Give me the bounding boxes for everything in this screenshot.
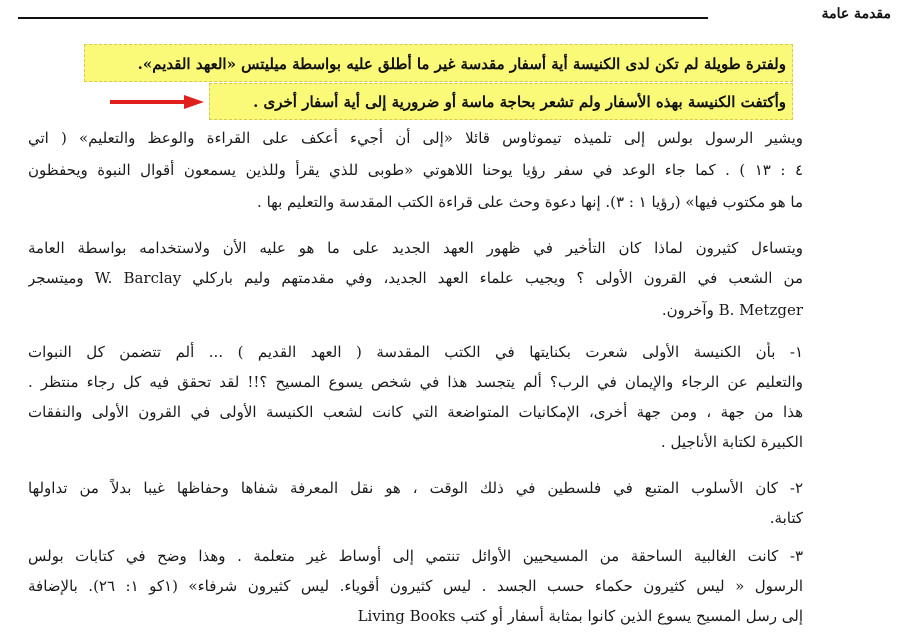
paragraph-5-line-2: الرسول « ليس كثيرون حكماء حسب الجسد . ليس كثيرون أقوياء. ليس كثيرون شرفاء» (١كو ١: ٢٦). بالإضافة bbox=[28, 577, 803, 595]
header-rule bbox=[18, 17, 708, 19]
highlighted-line-1: ولفترة طويلة لم تكن لدى الكنيسة أية أسفار مقدسة غير ما أطلق عليه بواسطة ميليتس «العهد القديم». bbox=[84, 44, 793, 82]
paragraph-2-line-1: ويتساءل كثيرون لماذا كان التأخير في ظهور العهد الجديد على ما هو عليه الأن ولاستخدامه بواسطة العامة bbox=[28, 239, 803, 257]
paragraph-4-line-1: ٢- كان الأسلوب المتبع في فلسطين في ذلك الوقت ، هو نقل المعرفة شفاها وحفاظها غيبا بدلاً من تداولها bbox=[28, 479, 803, 497]
paragraph-3-line-3: هذا من جهة ، ومن جهة أخرى، الإمكانيات المتواضعة التي كانت لشعب الكنيسة الأولى في القرون الأولى والنفقات bbox=[28, 403, 803, 421]
paragraph-2-line-2: من الشعب في القرون الأولى ؟ ويجيب علماء العهد الجديد، وفي مقدمتهم وليم باركلي W. Barclay وميتسجر bbox=[28, 269, 803, 287]
paragraph-5-line-3: إلى رسل المسيح يسوع الذين كانوا بمثابة أسفار أو كتب Living Books bbox=[357, 607, 803, 625]
paragraph-1-line-1: ويشير الرسول بولس إلى تلميذه تيموثاوس قائلا «إلى أن أجيء أعكف على القراءة والوعظ والتعليم» ( اتي bbox=[28, 129, 803, 147]
paragraph-3-line-4: الكبيرة لكتابة الأناجيل . bbox=[660, 433, 803, 451]
paragraph-2-line-3: B. Metzger وآخرون. bbox=[661, 301, 803, 319]
section-title: مقدمة عامة bbox=[821, 6, 891, 22]
red-arrow-icon bbox=[110, 94, 204, 110]
paragraph-1-line-3: ما هو مكتوب فيها» (رؤيا ١ : ٣). إنها دعوة وحث على قراءة الكتب المقدسة والتعليم بها . bbox=[257, 193, 803, 211]
paragraph-1-line-2: ٤ : ١٣ ) . كما جاء الوعد في سفر رؤيا يوحنا اللاهوتي «طوبى للذي يقرأ وللذين يسمعون أقوال النبوة ويحفظون bbox=[28, 161, 803, 179]
paragraph-4-line-2: كتابة. bbox=[769, 509, 803, 527]
paragraph-3-line-1: ١- بأن الكنيسة الأولى شعرت بكنايتها في الكتب المقدسة ( العهد القديم ) ... ألم تتضمن كل النبوات bbox=[28, 343, 803, 361]
paragraph-3-line-2: والتعليم عن الرجاء والإيمان في الرب؟ ألم يتجسد هذا في شخص يسوع المسيح ؟!! لقد تحقق فيه كل رجاء منتظر . bbox=[28, 373, 803, 391]
highlighted-line-2: وأكتفت الكنيسة بهذه الأسفار ولم تشعر بحاجة ماسة أو ضرورية إلى أية أسفار أخرى . bbox=[209, 83, 793, 120]
paragraph-5-line-1: ٣- كانت الغالبية الساحقة من المسيحيين الأوائل تنتمي إلى أوساط غير متعلمة . وهذا وضح في كتابات بولس bbox=[28, 547, 803, 565]
